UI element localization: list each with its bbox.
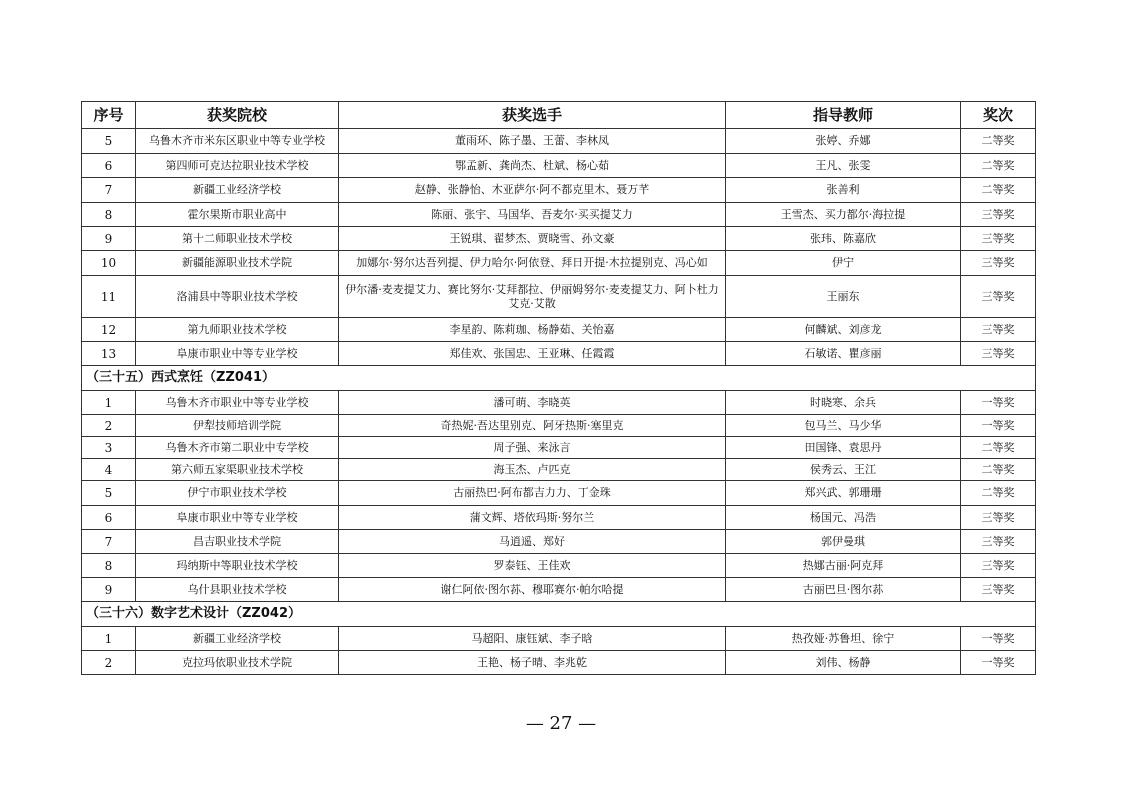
- award-cell: 三等奖: [961, 578, 1036, 602]
- table-row: [82, 554, 1036, 578]
- seq-cell: 4: [82, 459, 136, 481]
- table-row: [82, 154, 1036, 178]
- award-cell: 二等奖: [961, 178, 1036, 203]
- section-row: [82, 366, 1036, 391]
- table-row: [82, 415, 1036, 437]
- seq-cell: 11: [82, 276, 136, 318]
- award-cell: 一等奖: [961, 415, 1036, 437]
- school-cell: 新疆工业经济学校: [136, 178, 339, 203]
- award-cell: 三等奖: [961, 203, 1036, 227]
- table-row: [82, 203, 1036, 227]
- award-cell: 二等奖: [961, 154, 1036, 178]
- award-cell: 二等奖: [961, 481, 1036, 506]
- table-row: [82, 506, 1036, 530]
- table-row: [82, 391, 1036, 415]
- players-cell: 伊尔潘·麦麦提艾力、赛比努尔·艾拜都拉、伊丽姆努尔·麦麦提艾力、阿卜杜力艾克·艾散: [339, 276, 726, 318]
- teachers-cell: 郭伊曼琪: [726, 530, 961, 554]
- award-cell: 一等奖: [961, 391, 1036, 415]
- teachers-cell: 侯秀云、王江: [726, 459, 961, 481]
- award-cell: 三等奖: [961, 276, 1036, 318]
- players-cell: 郑佳欢、张国忠、王亚琳、任霞霞: [339, 342, 726, 366]
- page-number: — 27 —: [525, 713, 597, 734]
- seq-cell: 1: [82, 391, 136, 415]
- teachers-cell: 郑兴武、郭珊珊: [726, 481, 961, 506]
- school-cell: 阜康市职业中等专业学校: [136, 342, 339, 366]
- table-row: [82, 178, 1036, 203]
- players-cell: 马逍遥、郑好: [339, 530, 726, 554]
- school-cell: 新疆能源职业技术学院: [136, 251, 339, 276]
- award-cell: 一等奖: [961, 627, 1036, 651]
- teachers-cell: 张婷、乔娜: [726, 129, 961, 154]
- section-title: （三十六）数字艺术设计（ZZ042）: [82, 602, 1036, 627]
- awards-table: [81, 101, 1036, 675]
- table-row: [82, 437, 1036, 459]
- teachers-cell: 何麟斌、刘彦龙: [726, 318, 961, 342]
- school-cell: 洛浦县中等职业技术学校: [136, 276, 339, 318]
- table-row: [82, 530, 1036, 554]
- table-body: [82, 129, 1036, 675]
- seq-cell: 5: [82, 481, 136, 506]
- players-cell: 李星韵、陈莉珈、杨静茹、关怡嘉: [339, 318, 726, 342]
- school-cell: 乌鲁木齐市职业中等专业学校: [136, 391, 339, 415]
- table-row: [82, 481, 1036, 506]
- table-row: [82, 276, 1036, 318]
- award-cell: 三等奖: [961, 318, 1036, 342]
- seq-cell: 8: [82, 554, 136, 578]
- players-cell: 赵静、张静怡、木亚萨尔·阿不都克里木、聂万芊: [339, 178, 726, 203]
- seq-cell: 5: [82, 129, 136, 154]
- teachers-cell: 田国锋、袁思丹: [726, 437, 961, 459]
- table-row: [82, 251, 1036, 276]
- seq-cell: 6: [82, 506, 136, 530]
- award-cell: 二等奖: [961, 459, 1036, 481]
- players-cell: 董雨环、陈子墨、王蕾、李林凤: [339, 129, 726, 154]
- school-cell: 昌吉职业技术学院: [136, 530, 339, 554]
- teachers-cell: 杨国元、冯浩: [726, 506, 961, 530]
- award-cell: 三等奖: [961, 227, 1036, 251]
- seq-cell: 2: [82, 651, 136, 675]
- header-players: 获奖选手: [339, 102, 726, 129]
- award-cell: 二等奖: [961, 129, 1036, 154]
- school-cell: 霍尔果斯市职业高中: [136, 203, 339, 227]
- seq-cell: 10: [82, 251, 136, 276]
- school-cell: 第六师五家渠职业技术学校: [136, 459, 339, 481]
- teachers-cell: 古丽巴旦·图尔荪: [726, 578, 961, 602]
- school-cell: 克拉玛依职业技术学院: [136, 651, 339, 675]
- teachers-cell: 石敏诺、瞿彦丽: [726, 342, 961, 366]
- teachers-cell: 热孜娅·苏鲁坦、徐宁: [726, 627, 961, 651]
- players-cell: 王艳、杨子晴、李兆乾: [339, 651, 726, 675]
- table-row: [82, 627, 1036, 651]
- header-teachers: 指导教师: [726, 102, 961, 129]
- seq-cell: 12: [82, 318, 136, 342]
- award-cell: 一等奖: [961, 651, 1036, 675]
- players-cell: 王锐琪、翟梦杰、贾晓雪、孙文豪: [339, 227, 726, 251]
- seq-cell: 9: [82, 227, 136, 251]
- school-cell: 乌什县职业技术学校: [136, 578, 339, 602]
- teachers-cell: 王凡、张雯: [726, 154, 961, 178]
- players-cell: 加娜尔·努尔达吾列提、伊力哈尔·阿依登、拜日开提·木拉提别克、冯心如: [339, 251, 726, 276]
- players-cell: 谢仁阿依·图尔荪、穆耶赛尔·帕尔哈提: [339, 578, 726, 602]
- table-row: [82, 342, 1036, 366]
- table-row: [82, 578, 1036, 602]
- players-cell: 古丽热巴·阿布都吉力力、丁金珠: [339, 481, 726, 506]
- players-cell: 马超阳、康钰斌、李子晗: [339, 627, 726, 651]
- school-cell: 新疆工业经济学校: [136, 627, 339, 651]
- teachers-cell: 热娜古丽·阿克拜: [726, 554, 961, 578]
- header-award: 奖次: [961, 102, 1036, 129]
- teachers-cell: 王丽东: [726, 276, 961, 318]
- seq-cell: 3: [82, 437, 136, 459]
- teachers-cell: 张善利: [726, 178, 961, 203]
- teachers-cell: 张玮、陈嘉欣: [726, 227, 961, 251]
- section-row: [82, 602, 1036, 627]
- seq-cell: 7: [82, 178, 136, 203]
- seq-cell: 2: [82, 415, 136, 437]
- school-cell: 伊宁市职业技术学校: [136, 481, 339, 506]
- players-cell: 周子强、来泳言: [339, 437, 726, 459]
- section-title: （三十五）西式烹饪（ZZ041）: [82, 366, 1036, 391]
- header-row: [82, 102, 1036, 129]
- header-school: 获奖院校: [136, 102, 339, 129]
- award-cell: 三等奖: [961, 342, 1036, 366]
- players-cell: 鄂孟新、龚尚杰、杜斌、杨心茹: [339, 154, 726, 178]
- table-row: [82, 227, 1036, 251]
- school-cell: 乌鲁木齐市第二职业中专学校: [136, 437, 339, 459]
- school-cell: 阜康市职业中等专业学校: [136, 506, 339, 530]
- players-cell: 潘可萌、李晓英: [339, 391, 726, 415]
- school-cell: 乌鲁木齐市米东区职业中等专业学校: [136, 129, 339, 154]
- table-row: [82, 459, 1036, 481]
- table-row: [82, 651, 1036, 675]
- teachers-cell: 时晓寒、余兵: [726, 391, 961, 415]
- seq-cell: 13: [82, 342, 136, 366]
- seq-cell: 9: [82, 578, 136, 602]
- header-seq: 序号: [82, 102, 136, 129]
- teachers-cell: 包马兰、马少华: [726, 415, 961, 437]
- teachers-cell: 刘伟、杨静: [726, 651, 961, 675]
- players-cell: 蒲文辉、塔依玛斯·努尔兰: [339, 506, 726, 530]
- school-cell: 玛纳斯中等职业技术学校: [136, 554, 339, 578]
- table-row: [82, 318, 1036, 342]
- players-cell: 陈丽、张宇、马国华、吾麦尔·买买提艾力: [339, 203, 726, 227]
- school-cell: 第四师可克达拉职业技术学校: [136, 154, 339, 178]
- seq-cell: 1: [82, 627, 136, 651]
- table-row: [82, 129, 1036, 154]
- award-cell: 三等奖: [961, 530, 1036, 554]
- school-cell: 伊犁技师培训学院: [136, 415, 339, 437]
- school-cell: 第十二师职业技术学校: [136, 227, 339, 251]
- award-cell: 三等奖: [961, 554, 1036, 578]
- teachers-cell: 伊宁: [726, 251, 961, 276]
- players-cell: 奇热妮·吾达里别克、阿牙热斯·塞里克: [339, 415, 726, 437]
- seq-cell: 8: [82, 203, 136, 227]
- players-cell: 罗泰钰、王佳欢: [339, 554, 726, 578]
- seq-cell: 6: [82, 154, 136, 178]
- award-cell: 二等奖: [961, 437, 1036, 459]
- school-cell: 第九师职业技术学校: [136, 318, 339, 342]
- teachers-cell: 王雪杰、买力都尔·海拉提: [726, 203, 961, 227]
- award-cell: 三等奖: [961, 506, 1036, 530]
- players-cell: 海玉杰、卢匹克: [339, 459, 726, 481]
- award-cell: 三等奖: [961, 251, 1036, 276]
- seq-cell: 7: [82, 530, 136, 554]
